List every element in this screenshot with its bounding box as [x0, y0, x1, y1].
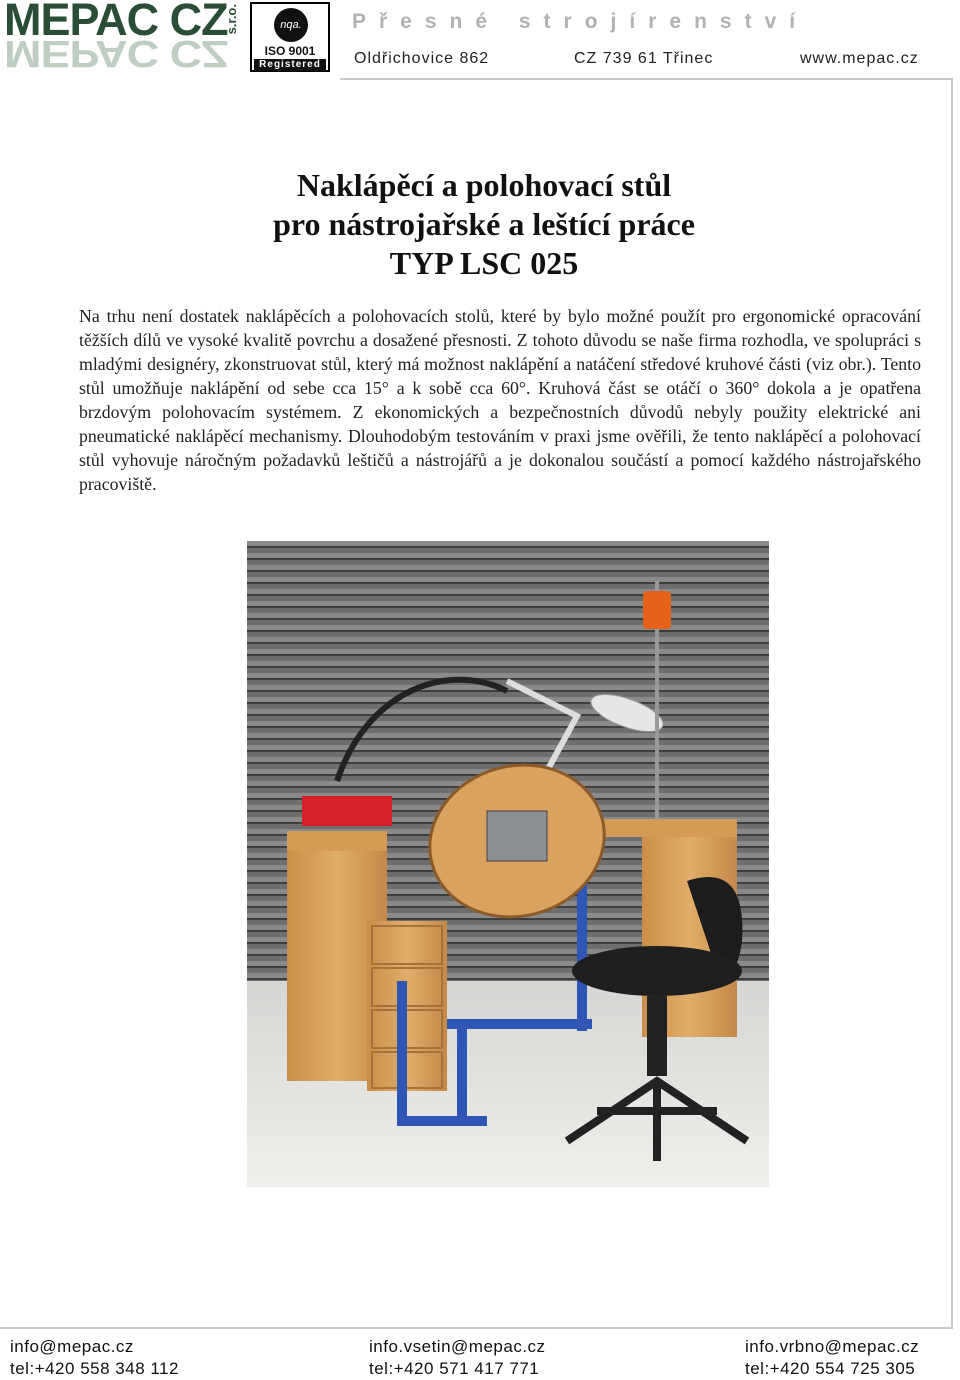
phone-number: tel:+420 554 725 305 [745, 1359, 916, 1378]
red-tray [302, 796, 392, 826]
document-title [0, 166, 960, 283]
website-link[interactable]: www.mepac.cz [800, 50, 919, 67]
company-tagline: Přesné strojírenství [352, 10, 809, 33]
frame-line [0, 1327, 953, 1329]
frame-line [340, 78, 952, 80]
title-line: pro nástrojařské a leštící práce [273, 206, 695, 242]
logo-reflection: MEPAC CZ [4, 32, 228, 77]
contact-block [369, 1336, 546, 1380]
email-link[interactable]: info.vsetin@mepac.cz [369, 1337, 546, 1356]
title-line: Naklápěcí a polohovací stůl [296, 167, 672, 203]
product-photo [247, 541, 769, 1187]
company-logo [4, 0, 240, 76]
address-street: Oldřichovice 862 [354, 50, 490, 67]
vise [487, 811, 547, 861]
logo-text: MEPAC CZ [4, 0, 228, 45]
iso-standard: ISO 9001 [264, 44, 316, 58]
phone-number: tel:+420 571 417 771 [369, 1359, 540, 1378]
orange-controller [643, 591, 671, 629]
iso-certification-badge [250, 2, 330, 72]
nqa-logo: nqa. [274, 8, 308, 42]
iso-registered: Registered [254, 59, 326, 71]
title-line: TYP LSC 025 [389, 245, 579, 281]
address-city: CZ 739 61 Třinec [574, 50, 714, 67]
email-link[interactable]: info.vrbno@mepac.cz [745, 1337, 920, 1356]
contact-block [745, 1336, 919, 1380]
page-header [0, 0, 960, 80]
body-paragraph: Na trhu není dostatek naklápěcích a polohovacích stolů, které by bylo možné použít pro ergonomické opracování těžších dílů ve vysoké kvalitě povrchu a dosažené přesnosti. Z tohoto důvodu se naše firma rozhodla, ve spolupráci s mladými designéry, zkonstruovat stůl, který má možnost naklápění a natáčení středové kruhové části (viz obr.). Tento stůl umožňuje naklápění od sebe cca 15° a k sobě cca 60°. Kruhová část se otáčí o 360° dokola a je opatřena brzdovým polohovacím systémem. Z ekonomických a bezpečnostních důvodů nebyly použity elektrické ani pneumatické naklápěcí mechanismy. Dlouhodobým testováním v praxi jsme ověřili, že tento naklápěcí a polohovací stůl vyhovuje náročným požadavků leštičů a nástrojářů a je dokonalou součástí a pomocí každého nástrojařského pracoviště. [79, 306, 921, 494]
page-footer [0, 1334, 960, 1379]
contact-block [10, 1336, 179, 1380]
logo-suffix: s.r.o. [224, 4, 239, 35]
phone-number: tel:+420 558 348 112 [10, 1359, 179, 1378]
email-link[interactable]: info@mepac.cz [10, 1337, 134, 1356]
